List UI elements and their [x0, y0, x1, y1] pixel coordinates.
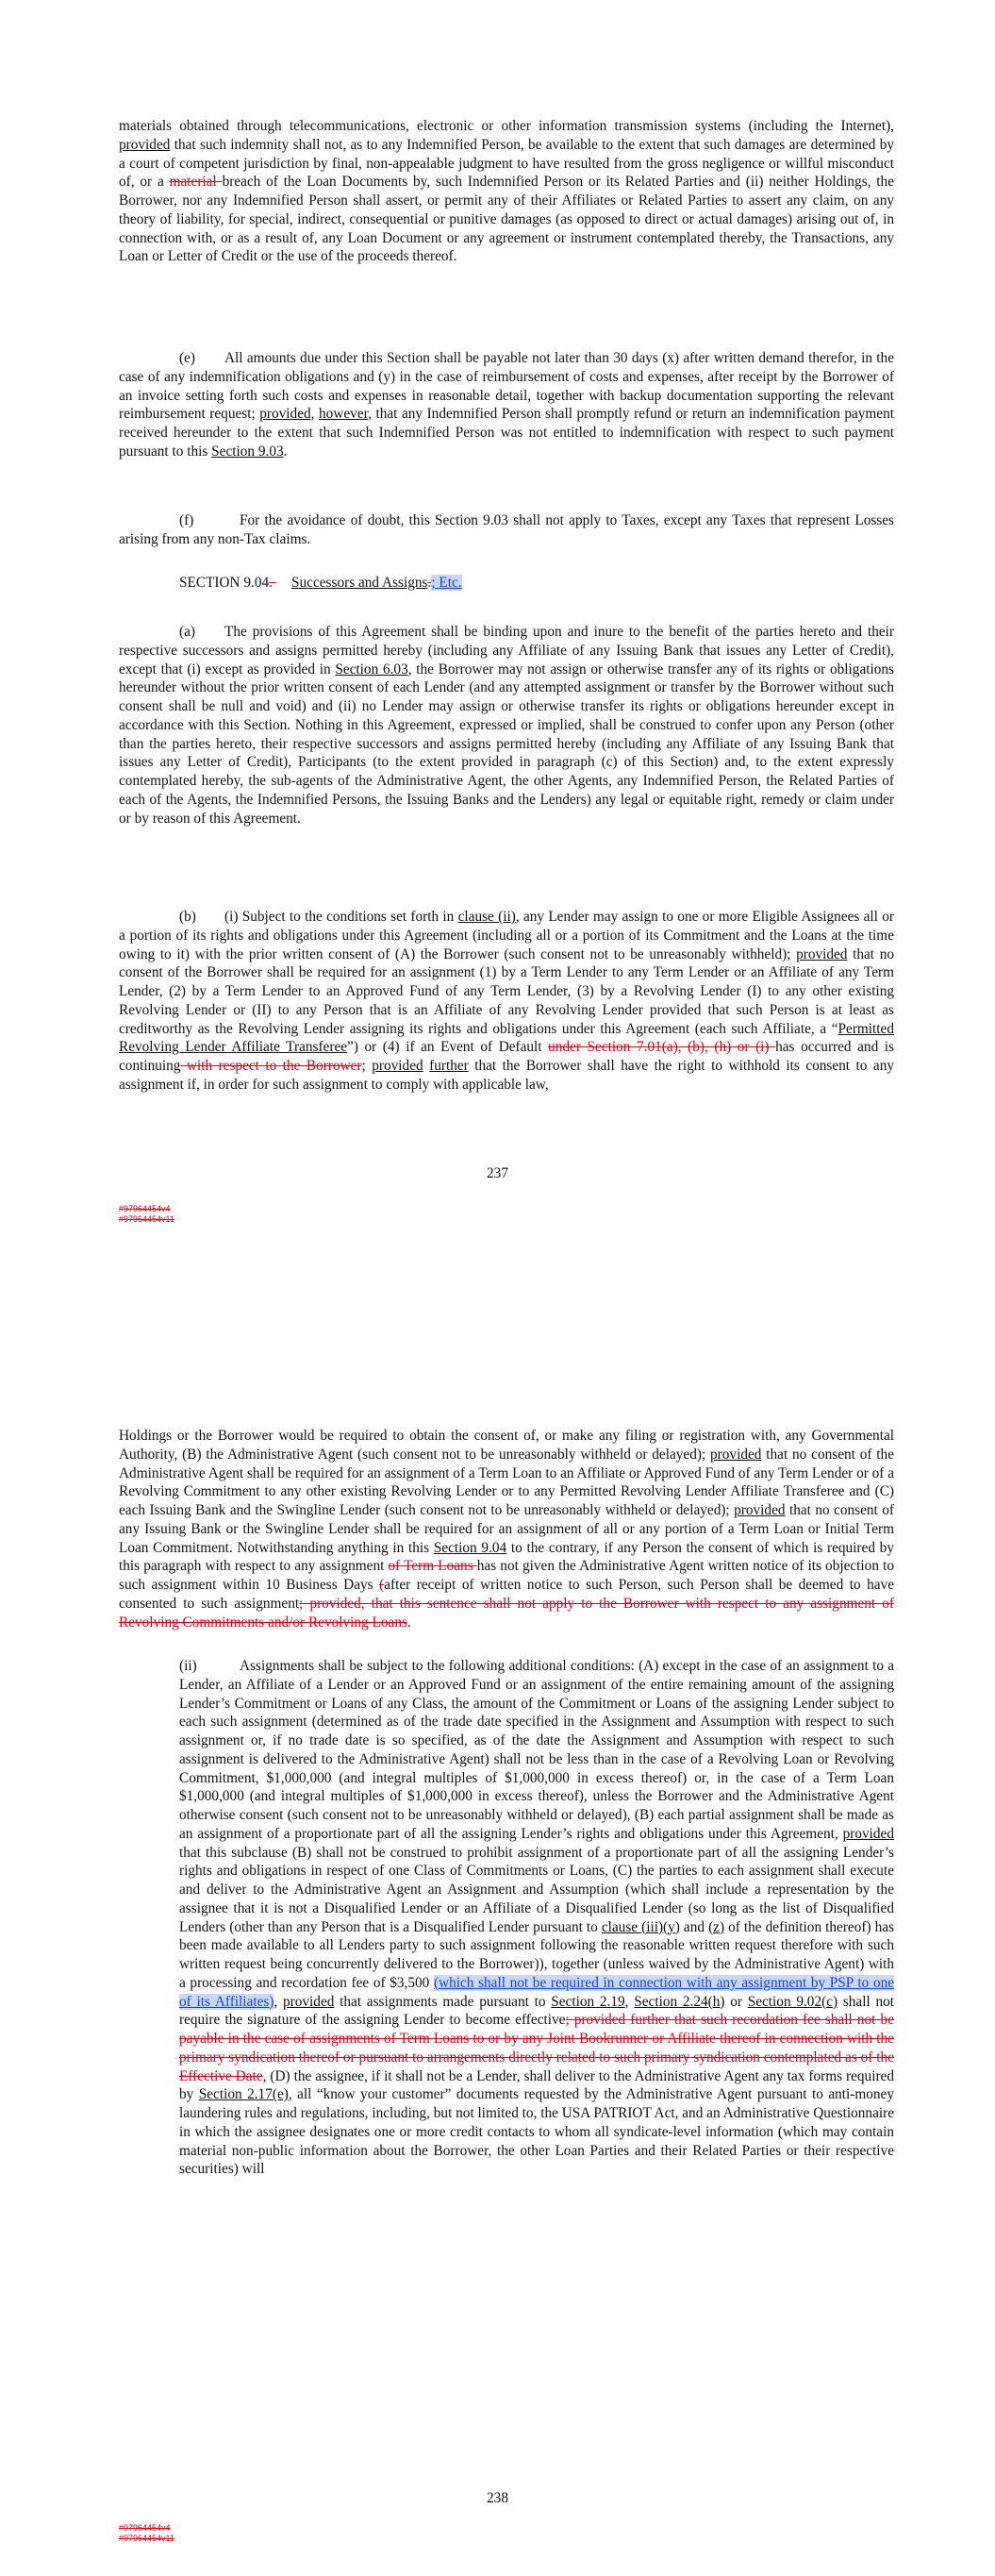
text: ”) or (4) if an Event of Default: [347, 1039, 549, 1056]
document-footer: [119, 2523, 174, 2544]
text: that assignments made pursuant to: [334, 1993, 552, 2010]
text: breach of the Loan Documents by, such Indemnified Person or its Related Parties and (ii) neither Holdings, the Borrower, nor any Indemnified Person shall assert, or permit any of their Affiliates or Related Parties to assert any claim, on any theory of liability, for special, indirect, consequential or punitive damages (as opposed to direct or actual damages) arising out of, in connection with, or as a result of, any Loan Document or any agreement or instrument contemplated thereby, the Transactions, any Loan or Letter of Credit or the use of the proceeds thereof.: [119, 174, 894, 265]
deleted-text: ; provided further that such recordation fee shall not be payable in the case of assignments of Term Loans to or by any Joint Bookrunner or Affiliate thereof in connection with the primary syndication thereof or pursuant to arrangements directly related to such primary syndication contemplated as of the Effective Date: [179, 2012, 894, 2084]
text: of the definition thereof) has been made available to all Lenders party to such assignment following the reasonable written request therefore with such written request being concurrently delivered to the Borrower)), together (unless waived by the Administrative Agent) with a processing and recordation fee of $3,500: [179, 1918, 894, 1991]
page-number: 237: [487, 1165, 508, 1181]
footer-id: #97964454v11: [119, 1214, 174, 1224]
clause-reference: clause (ii): [457, 909, 516, 925]
inserted-text: ; Etc.: [431, 575, 462, 591]
underlined-term: provided: [710, 1446, 762, 1463]
text: that no consent of any Issuing Bank or the Swingline Lender shall be required for an assignment of all or any portion of a Term Loan or Initial Term Loan Commitment. Notwithstanding anything in this: [119, 1502, 894, 1556]
section-reference: Section 9.03: [211, 443, 284, 460]
deleted-text: ; provided, that this sentence shall not apply to the Borrower with respect to any assignment of Revolving Commitments and/or Revolving Loans: [119, 1595, 894, 1631]
clause-reference: (z): [708, 1918, 725, 1935]
defined-term: Permitted Revolving Lender Affiliate Transferee: [119, 1020, 894, 1056]
text: and: [679, 1918, 709, 1935]
underlined-term: provided: [796, 945, 848, 962]
text: or: [724, 1993, 748, 2010]
text: to the contrary, if any Person the consent of which is required by this paragraph with respect to any assignment: [119, 1539, 894, 1575]
section-reference: Section 9.02(c): [747, 1993, 838, 2010]
paragraph-continued: [119, 1427, 894, 1631]
text: , all “know your customer” documents requested by the Administrative Agent pursuant to anti-money laundering rules and regulations, including, but not limited to, the USA PATRIOT Act, and an Administrative Questionnaire in which the assignee designates one or more credit contacts to whom all syndicate-level information (which may contain material non-public information about the Borrower, the other Loan Parties and their Related Parties or their respective securities) will: [179, 2086, 894, 2178]
text: ,: [274, 1993, 283, 2010]
text: that such indemnity shall not, as to any Indemnified Person, be available to the extent that such damages are determined by a court of competent jurisdiction by final, non-appealable judgment to have resulted from the gross negligence or willful misconduct of, or a: [119, 136, 894, 191]
text: materials obtained through telecommunications, electronic or other information transmission systems (including the Internet),: [119, 118, 894, 134]
underlined-term: provided: [842, 1825, 894, 1842]
paragraph-a: [119, 623, 894, 828]
paragraph-label: (ii): [179, 1658, 197, 1674]
underlined-term: provided: [119, 136, 171, 153]
text: ,: [310, 406, 320, 423]
text: , (D) the assignee, if it shall not be a Lender, shall deliver to the Administrative Agent any tax forms required by: [179, 2067, 894, 2103]
text: has occurred and is continuing: [119, 1039, 895, 1074]
footer-id: #97964454v11: [119, 2534, 174, 2543]
paragraph-label: (f): [179, 512, 194, 528]
section-heading: [119, 574, 894, 593]
text: shall not require the signature of the assigning Lender to become effective: [179, 1993, 894, 2029]
deleted-text: .: [269, 575, 274, 591]
section-reference: Section 2.19: [551, 1993, 625, 2010]
paragraph-f: [119, 511, 894, 549]
text: , that any Indemnified Person shall promptly refund or return an indemnification payment received hereunder to the extent that such Indemnified Person was not entitled to indemnification with respect to such payment pursuant to this: [119, 406, 894, 460]
paragraph-ii: [179, 1657, 894, 2179]
paragraph-label: (b): [179, 909, 196, 925]
underlined-term: provided: [259, 406, 311, 423]
text: , the Borrower may not assign or otherwise transfer any of its rights or obligations hereunder without the prior written consent of each Lender (and any attempted assignment or transfer by the Borrower without such consent shall be null and void) and (ii) no Lender may assign or otherwise transfer its rights or obligations hereunder except in accordance with this Section. Nothing in this Agreement, expressed or implied, shall be construed to confer upon any Person (other than the parties hereto, their respective successors and assigns permitted hereby (including any Affiliate of any Issuing Bank that issues any Letter of Credit), Participants (to the extent provided in paragraph (c) of this Section) and, to the extent expressly contemplated hereby, the sub-agents of the Administrative Agent, the other Agents, any Indemnified Person, the Related Parties of each of the Agents, the Indemnified Persons, the Issuing Banks and the Lenders) any legal or equitable right, remedy or claim under or by reason of this Agreement.: [119, 661, 894, 827]
text: , any Lender may assign to one or more Eligible Assignees all or a portion of its rights and obligations under this Agreement (including all or a portion of its Commitment and the Loans at the time owing to it) with the prior written consent of (A) the Borrower (such consent not to be unreasonably withheld);: [119, 909, 894, 962]
document-footer: [119, 1204, 174, 1225]
deleted-text: of Term Loans: [388, 1558, 477, 1575]
deleted-text: under Section 7.01(a), (b), (h) or (i): [548, 1039, 776, 1056]
text: Holdings or the Borrower would be required to obtain the consent of, or make any filing or registration with, any Governmental Authority, (B) the Administrative Agent (such consent not to be unreasonably withheld or delayed);: [119, 1428, 894, 1463]
deleted-text: .: [427, 575, 432, 591]
deleted-text: with respect to the Borrower: [180, 1058, 362, 1074]
text: .: [283, 443, 288, 460]
text: after receipt of written notice to such Person, such Person shall be deemed to have consented to such assignment: [119, 1577, 894, 1612]
paragraph-label: (e): [179, 350, 195, 366]
section-title: Successors and Assigns: [291, 575, 428, 591]
text: All amounts due under this Section shall be payable not later than 30 days (x) after written demand therefor, in the case of any indemnification obligations and (y) in the case of reimbursement of costs and expenses, after receipt by the Borrower of an invoice setting forth such costs and expenses in reasonable detail, together with backup documentation supporting the relevant reimbursement request;: [119, 350, 894, 423]
section-reference: Section 2.17(e): [198, 2086, 289, 2103]
paragraph-intro: [119, 117, 894, 266]
section-reference: Section 9.04: [433, 1539, 507, 1556]
footer-id: #97964454v4: [119, 2523, 171, 2533]
underlined-term: however: [319, 406, 369, 423]
text: ,: [624, 1993, 635, 2010]
document-page-238: [0, 1321, 995, 2576]
paragraph-label: (a): [179, 624, 195, 640]
section-number: SECTION 9.04: [179, 575, 270, 591]
text: that this subclause (B) shall not be construed to prohibit assignment of a proportionate part of all the assigning Lender’s rights and obligations in respect of one Class of Commitments or Loans, (C) the parties to each assignment shall execute and deliver to the Administrative Agent an Assignment and Assumption (which shall include a representation by the assignee that it is not a Disqualified Lender or an Affiliate of a Disqualified Lender (so long as the list of Disqualified Lenders (other than any Person that is a Disqualified Lender pursuant to: [179, 1844, 894, 1935]
clause-reference: clause (iii)(y): [601, 1918, 680, 1935]
text: that no consent of the Administrative Agent shall be required for an assignment of a Term Loan to an Affiliate or Approved Fund of any Term Lender or of a Revolving Commitment to any other existing Revolving Lender or to any Permitted Revolving Lender Affiliate Transferee and (C) each Issuing Bank and the Swingline Lender (such consent not to be unreasonably withheld or delayed);: [119, 1446, 894, 1518]
text: For the avoidance of doubt, this Section 9.03 shall not apply to Taxes, except any Taxes that represent Losses arising from any non-Tax claims.: [119, 512, 894, 547]
text: that no consent of the Borrower shall be required for an assignment (1) by a Term Lender to any Term Lender or an Affiliate of any Term Lender, (2) by a Term Lender to an Approved Fund of any Term Lender, (3) by a Revolving Lender (I) to any other existing Revolving Lender or (II) to any Person that is an Affiliate of any Revolving Lender provided that such Person is at least as creditworthy as the Revolving Lender assigning its rights and obligations under this Agreement (each such Affiliate, a “: [119, 945, 894, 1037]
text: that the Borrower shall have the right to withhold its consent to any assignment if, in order for such assignment to comply with applicable law,: [119, 1058, 894, 1093]
deleted-text: (: [379, 1577, 385, 1593]
text: Assignments shall be subject to the following additional conditions: (A) except in the case of an assignment to a Lender, an Affiliate of a Lender or an Approved Fund or an assignment of the entire remaining amount of the assigning Lender’s Commitment or Loans of any Class, the amount of the Commitment or Loans of the assigning Lender subject to each such assignment (determined as of the trade date specified in the Assignment and Assumption with respect to such assignment or, if no trade date is so specified, as of the date the Assignment and Assumption with respect to such assignment is delivered to the Administrative Agent) shall not be less than in the case of a Revolving Loan or Revolving Commitment, $1,000,000 (and integral multiples of $1,000,000 in excess thereof) or, in the case of a Term Loan $1,000,000 (and integral multiples of $1,000,000 in excess thereof), unless the Borrower and the Administrative Agent otherwise consent (such consent not to be unreasonably withheld or delayed), (B) each partial assignment shall be made as an assignment of a proportionate part of all the assigning Lender’s rights and obligations under this Agreement,: [179, 1658, 894, 1842]
deleted-text: material: [169, 174, 223, 191]
paragraph-e: [119, 349, 894, 461]
text: The provisions of this Agreement shall be binding upon and inure to the benefit of the parties hereto and their respective successors and assigns permitted hereby (including any Affiliate of any Issuing Bank that issues any Letter of Credit), except that (i) except as provided in: [119, 624, 894, 677]
text: (i) Subject to the conditions set forth in: [224, 909, 458, 925]
underlined-term: provided: [372, 1058, 423, 1074]
text: .: [406, 1614, 411, 1631]
underlined-term: provided: [283, 1993, 335, 2010]
footer-id: #97964454v4: [119, 1204, 171, 1213]
text: has not given the Administrative Agent written notice of its objection to such assignment within 10 Business Days: [119, 1558, 894, 1593]
page-number: 238: [487, 2490, 508, 2506]
underlined-term: further: [429, 1058, 469, 1074]
inserted-text: (which shall not be required in connection with any assignment by PSP to one of its Affiliates): [179, 1974, 895, 2010]
section-reference: Section 2.24(h): [634, 1993, 725, 2010]
text: ;: [361, 1058, 373, 1074]
section-reference: Section 6.03: [335, 661, 408, 677]
paragraph-b: [119, 908, 894, 1095]
underlined-term: provided: [734, 1502, 786, 1518]
